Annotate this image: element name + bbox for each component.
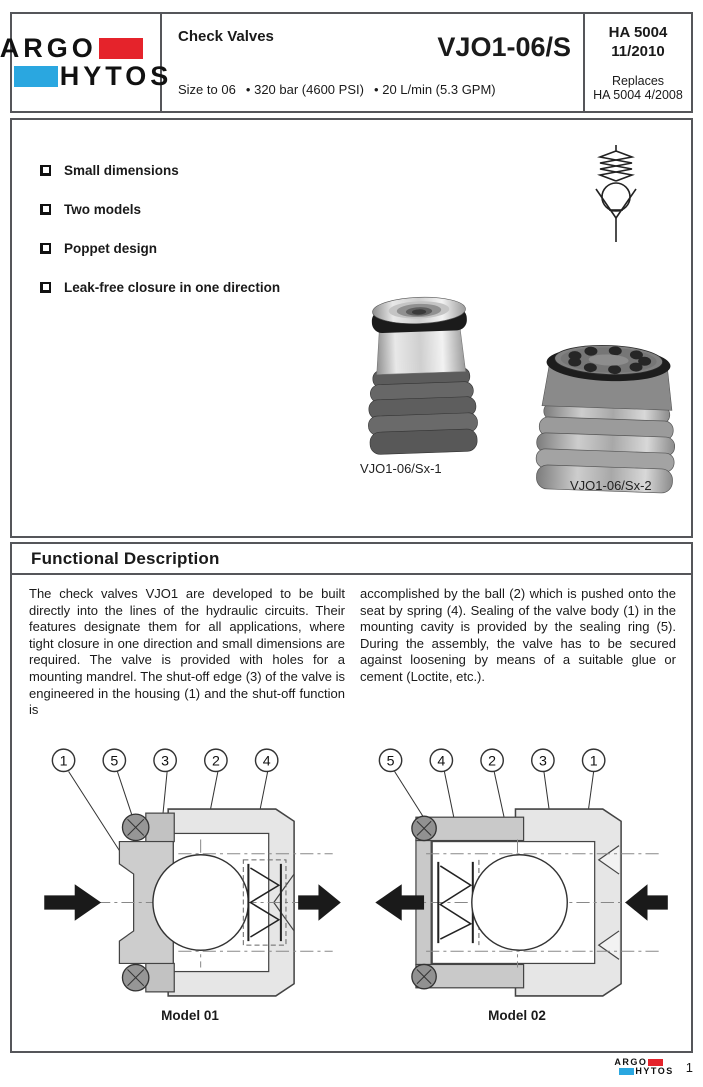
callout-number: 1 [59, 753, 67, 770]
photo-label-sx2: VJO1-06/Sx-2 [570, 478, 652, 493]
logo-hytos-text: HYTOS [59, 61, 173, 91]
replaces-value: HA 5004 4/2008 [593, 87, 683, 102]
metal-band [375, 328, 465, 375]
feature-label: Two models [64, 201, 142, 217]
checkbox-icon [40, 165, 51, 176]
footer [614, 1058, 693, 1076]
callout-number: 2 [211, 753, 220, 770]
doc-number: HA 5004 [608, 24, 668, 41]
callouts [52, 749, 277, 771]
diagrams-row [12, 740, 691, 1023]
product-photo-sx2 [532, 316, 682, 503]
section-title-row [12, 544, 691, 575]
diagram-model-01 [34, 740, 346, 1023]
page-number: 1 [685, 1059, 693, 1075]
callout-number: 5 [109, 753, 118, 770]
feature-list [40, 162, 280, 318]
description-col-1: The check valves VJO1 are developed to be built directly into the lines of the hydraulic circuits. Their features designate them for all applications, where tight closure in one direction and small dimensions are required. The valve is provided with holes for a mounting mandrel. The shut-off edge (3) of the valve is engineered in the housing (1) and the shut-off function is [29, 586, 345, 718]
header [0, 12, 693, 113]
feature-label: Small dimensions [64, 162, 179, 178]
header-main-cell [162, 14, 585, 111]
functional-description-section [10, 542, 693, 1053]
flow-arrow-icon [298, 884, 341, 921]
callout-number: 3 [160, 753, 169, 770]
logo-red-block-icon [648, 1059, 663, 1066]
brand-logo [0, 14, 173, 111]
checkbox-icon [40, 282, 51, 293]
callout-number: 3 [538, 753, 547, 770]
callouts [379, 749, 604, 771]
checkbox-icon [40, 243, 51, 254]
doc-number-box [585, 14, 691, 111]
model-02-label: Model 02 [488, 1008, 546, 1023]
product-code: VJO1-06/S [437, 32, 571, 62]
doc-date: 11/2010 [611, 42, 665, 60]
feature-item [40, 279, 280, 295]
logo-argo-text: ARGO [614, 1057, 648, 1067]
check-valve-symbol-icon [585, 144, 647, 251]
features-section [10, 118, 693, 538]
callout-number: 5 [386, 753, 394, 770]
flow-arrow-icon [44, 884, 101, 921]
description-col-2: accomplished by the ball (2) which is pushed onto the seat by spring (4). Sealing of the valve body (1) in the mounting cavity is provided by the sealing ring (5). During the assembly, the valve has to be secured against loosening by means of a suitable glue or cement (Loctite, etc.). [360, 586, 676, 684]
ball [152, 855, 247, 950]
diagram-model-02 [361, 740, 673, 1023]
callout-number: 4 [262, 753, 271, 770]
footer-logo [614, 1058, 673, 1076]
doc-title: Check Valves [178, 28, 274, 45]
callout-number: 2 [487, 753, 496, 770]
feature-item [40, 240, 280, 256]
doc-specs: Size to 06 • 320 bar (4600 PSI) • 20 L/min (5.3 GPM) [178, 82, 496, 97]
feature-label: Poppet design [64, 240, 158, 256]
feature-item [40, 162, 280, 178]
ball [471, 855, 566, 950]
flow-arrow-icon [625, 884, 668, 921]
logo-hytos-text: HYTOS [635, 1066, 674, 1076]
logo-argo-text: ARGO [0, 33, 97, 63]
section-title: Functional Description [31, 549, 220, 568]
replaces-label: Replaces [611, 73, 665, 88]
photo-label-sx1: VJO1-06/Sx-1 [360, 461, 442, 476]
logo-blue-block-icon [14, 66, 58, 87]
logo-red-block-icon [99, 38, 143, 59]
feature-item [40, 201, 280, 217]
product-photo-sx1 [352, 272, 490, 469]
checkbox-icon [40, 204, 51, 215]
callout-number: 1 [589, 753, 598, 770]
callout-number: 4 [436, 753, 445, 770]
model-01-label: Model 01 [161, 1008, 219, 1023]
logo-blue-block-icon [619, 1068, 634, 1075]
feature-label: Leak-free closure in one direction [64, 279, 281, 295]
thread-ridges [367, 367, 479, 455]
